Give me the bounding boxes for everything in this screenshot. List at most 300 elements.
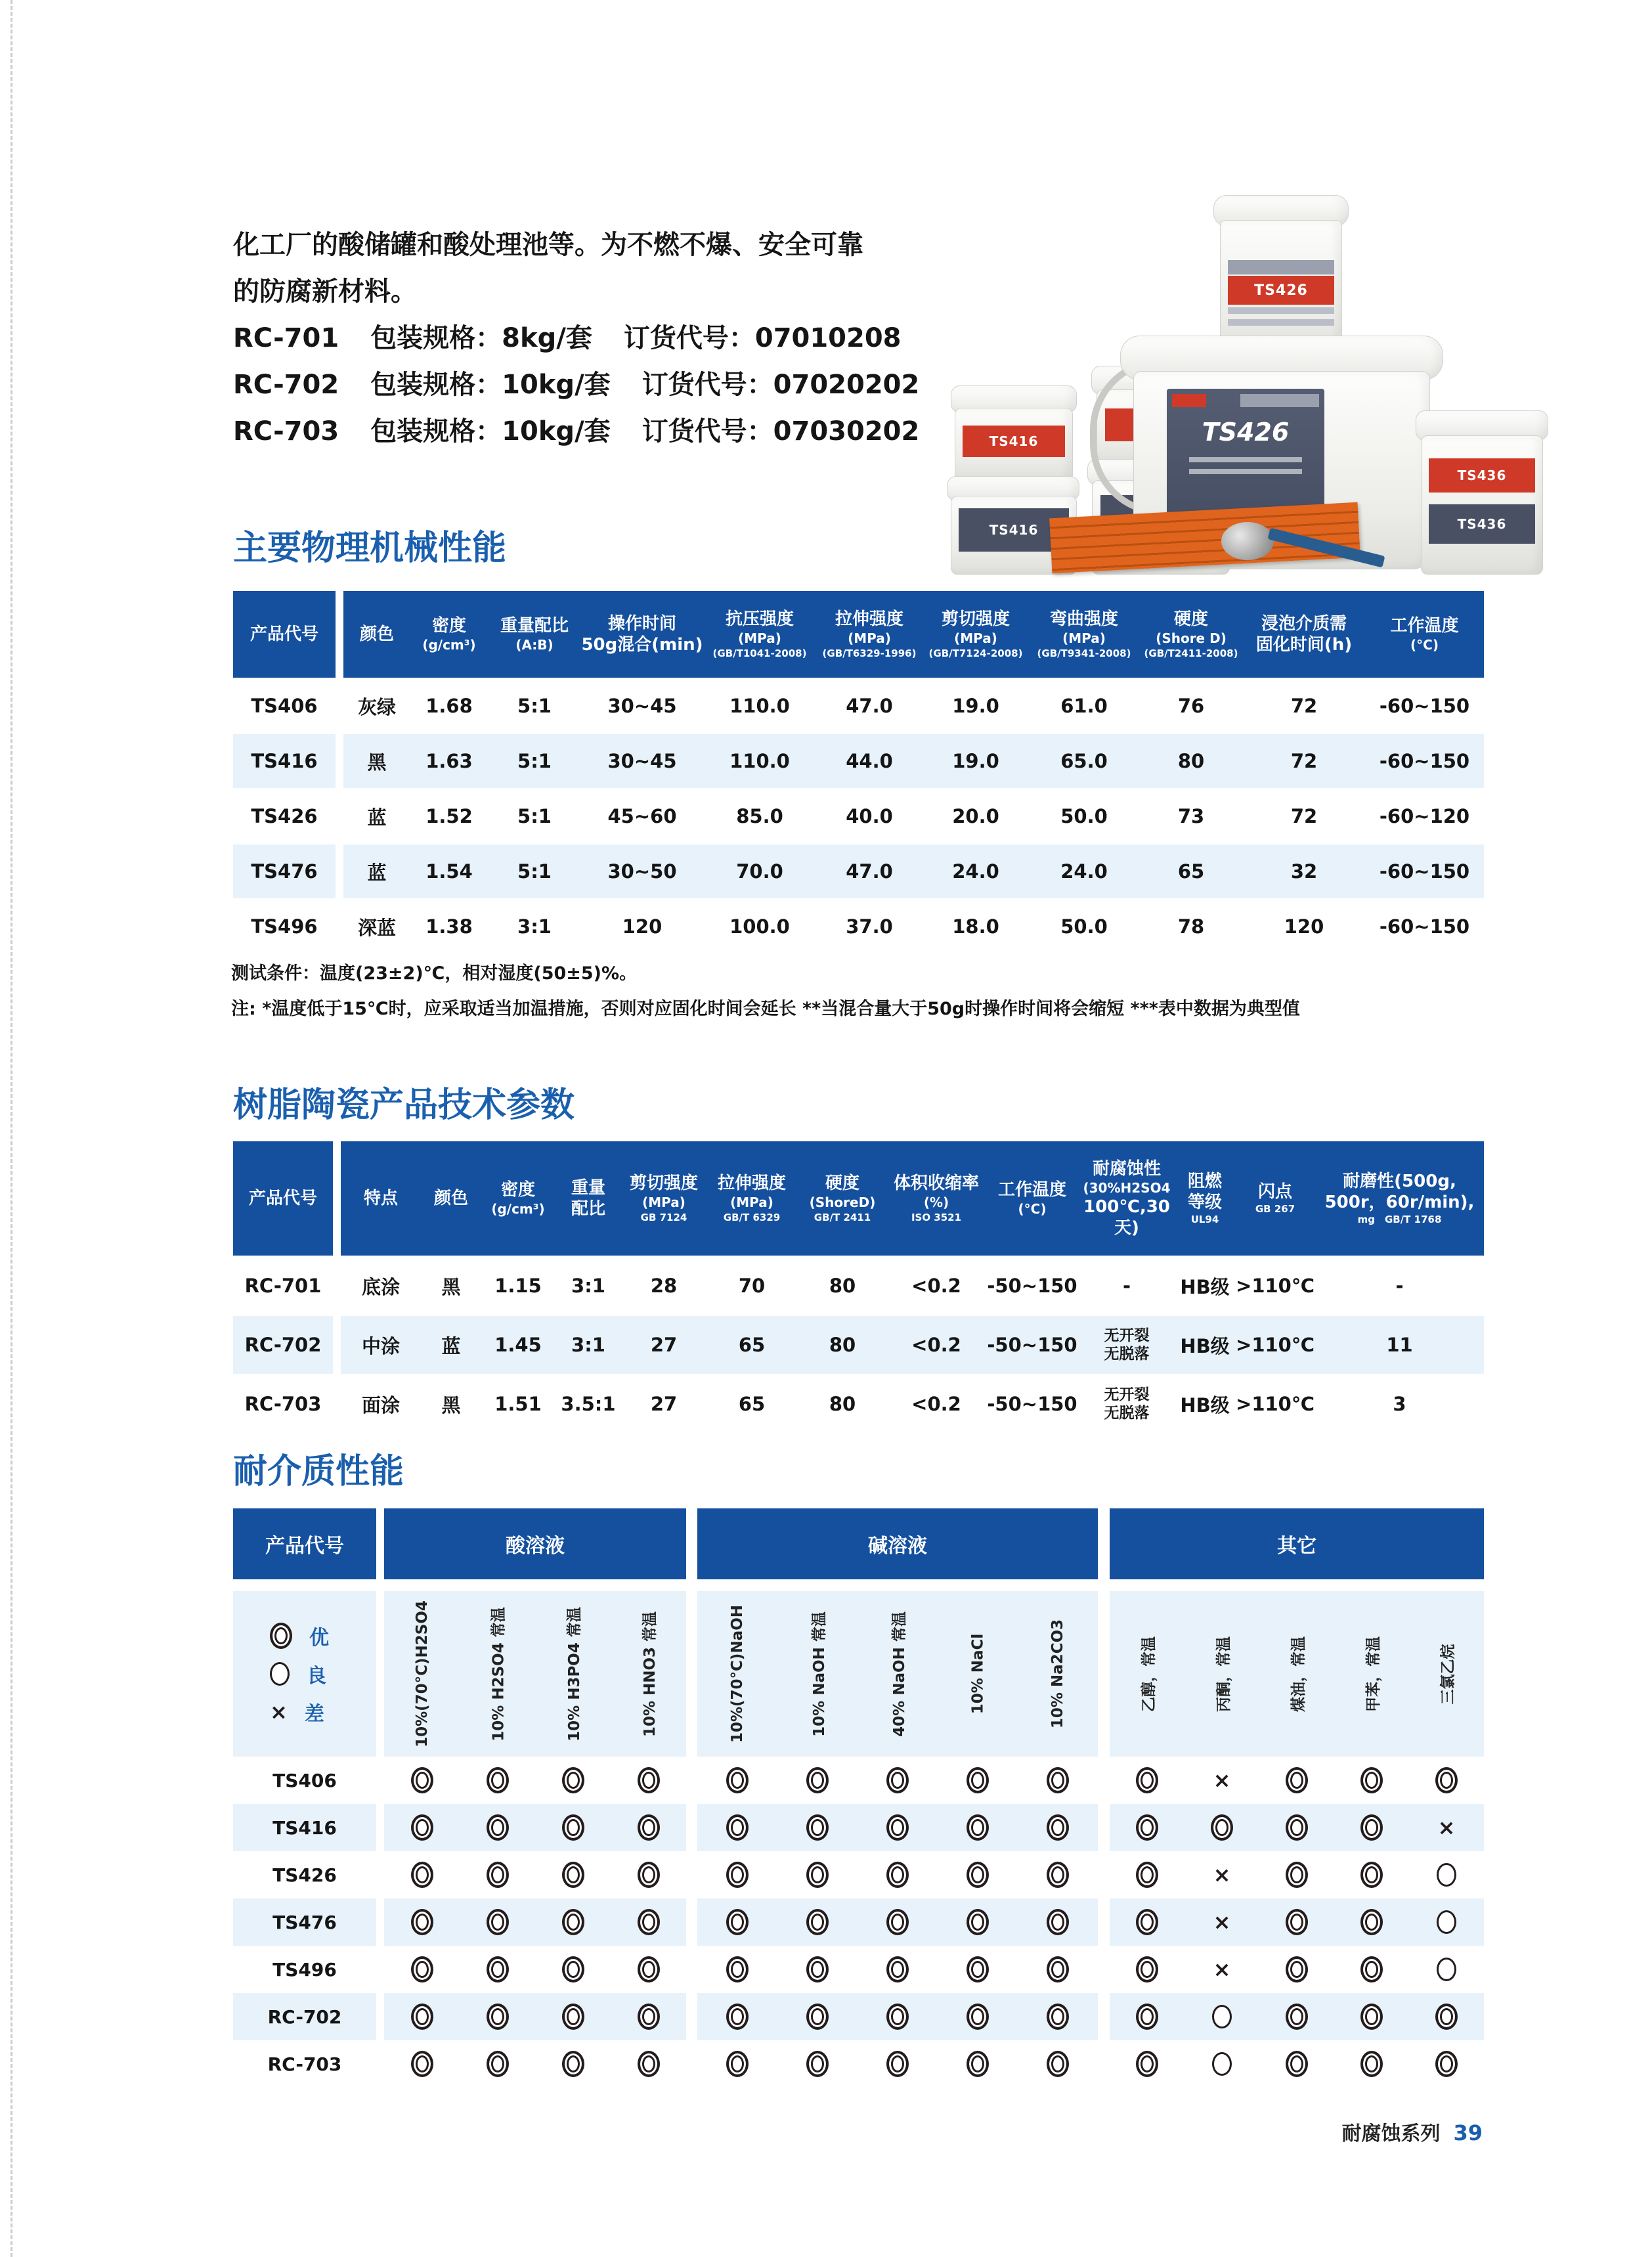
table-cell: 1.51 — [494, 1393, 542, 1415]
rating-excellent-icon — [562, 1814, 584, 1841]
rating-excellent-icon — [967, 1767, 989, 1793]
column-header — [887, 1141, 986, 1256]
rating-excellent-icon — [726, 2004, 749, 2030]
table-cell: HB级 — [1180, 1275, 1230, 1298]
rating-excellent-icon — [638, 1909, 660, 1935]
rating-cell — [938, 1767, 1018, 1793]
rating-group — [1110, 1804, 1484, 1851]
product-spec-line — [233, 408, 955, 455]
table-cell: 1.54 — [425, 860, 473, 883]
table-cell: 3.5:1 — [561, 1393, 616, 1415]
chemical-column-header — [611, 1591, 686, 1757]
rating-cell — [1110, 1909, 1185, 1935]
rating-excellent-icon — [1435, 2004, 1458, 2030]
rating-cell — [1259, 1909, 1334, 1935]
header-line: 剪切强度 — [629, 1173, 698, 1193]
rating-cell — [1110, 2004, 1185, 2030]
rating-group — [697, 1851, 1098, 1898]
rating-good-icon — [270, 1662, 290, 1686]
column-header — [703, 591, 816, 678]
media-subheader-row — [233, 1591, 1484, 1757]
table-cell: 70.0 — [736, 860, 783, 883]
column-header — [1175, 1141, 1235, 1256]
rating-cell — [777, 2051, 858, 2077]
rating-excellent-icon — [411, 1814, 433, 1841]
table-cell: 50.0 — [1060, 915, 1108, 938]
rating-excellent-icon — [1360, 2004, 1383, 2030]
chemical-column-header — [938, 1591, 1018, 1757]
table-cell: 11 — [1386, 1334, 1413, 1356]
rating-cell — [384, 2004, 460, 2030]
chemical-label-group — [697, 1591, 1098, 1757]
rating-excellent-icon — [806, 2004, 829, 2030]
rating-cell — [938, 2051, 1018, 2077]
group-header: 碱溶液 — [697, 1508, 1098, 1579]
column-header — [798, 1141, 887, 1256]
chemical-column-header — [460, 1591, 535, 1757]
header-line: (GB/T2411-2008) — [1144, 647, 1238, 659]
rating-excellent-icon — [1286, 1814, 1308, 1841]
media-row — [233, 1898, 1484, 1946]
header-line: (ShoreD) — [809, 1194, 876, 1210]
header-line: (30%H2SO4 — [1083, 1180, 1171, 1196]
table-cell: - — [1395, 1275, 1404, 1297]
rating-cell — [611, 1909, 686, 1935]
rating-group — [384, 1898, 686, 1946]
chemical-label: 40% NaOH 常温 — [890, 1611, 908, 1737]
chemical-label: 10% H3PO4 常温 — [566, 1606, 584, 1742]
table-cell: 80 — [829, 1393, 856, 1415]
header-line: 500r，60r/min), — [1324, 1193, 1475, 1212]
rating-cell — [777, 1956, 858, 1983]
table-cell: 40.0 — [846, 805, 893, 827]
chemical-column-header — [1409, 1591, 1484, 1757]
jar-label: TS436 — [1429, 504, 1535, 544]
header-line: 操作时间 — [607, 614, 676, 634]
product-code-cell: TS426 — [272, 1864, 337, 1886]
header-row — [233, 591, 1484, 678]
chemical-label: 煤油，常温 — [1290, 1636, 1307, 1712]
rating-excellent-icon — [886, 1814, 909, 1841]
header-line: 拉伸强度 — [835, 609, 903, 629]
rating-cell — [460, 1814, 535, 1841]
table-header — [233, 591, 1484, 678]
rating-excellent-icon — [638, 1814, 660, 1841]
chemical-label: 10%(70°C)NaOH — [729, 1604, 747, 1743]
rating-excellent-icon — [1286, 2051, 1308, 2077]
legend-cell — [233, 1591, 376, 1757]
rating-group — [384, 1851, 686, 1898]
rating-excellent-icon — [411, 1862, 433, 1888]
rating-excellent-icon — [487, 1956, 509, 1983]
physical-table-container — [233, 591, 1484, 955]
chemical-label: 10% HNO3 常温 — [641, 1611, 659, 1737]
header-line: 工作温度 — [1390, 616, 1459, 636]
header-line: 重量配比 — [500, 616, 569, 636]
rating-group — [697, 1804, 1098, 1851]
rating-excellent-icon — [1360, 1814, 1383, 1841]
rating-cell — [1334, 1956, 1409, 1983]
header-line: 50g混合(min) — [581, 635, 703, 655]
header-line: 闪点 — [1257, 1182, 1292, 1202]
header-line: 硬度 — [825, 1173, 859, 1193]
rating-cell — [535, 1814, 611, 1841]
rating-cell — [535, 2051, 611, 2077]
product-code-cell: TS476 — [233, 1898, 376, 1946]
rating-cell — [1334, 2051, 1409, 2077]
rating-group — [1110, 2040, 1484, 2088]
header-line: 阻燃 — [1187, 1172, 1222, 1191]
rating-cell — [1334, 1909, 1409, 1935]
header-line: 颜色 — [359, 625, 394, 644]
media-row — [233, 1757, 1484, 1804]
rating-good-icon — [1212, 2005, 1232, 2028]
rating-excellent-icon — [1435, 1767, 1458, 1793]
table-cell: 27 — [650, 1393, 678, 1415]
chemical-column-header — [1185, 1591, 1259, 1757]
rating-excellent-icon — [487, 1767, 509, 1793]
rating-poor-icon: × — [1213, 1862, 1231, 1887]
rating-excellent-icon — [1136, 1814, 1158, 1841]
rating-good-icon — [1212, 2052, 1232, 2076]
rating-excellent-icon — [1286, 1909, 1308, 1935]
header-line: 等级 — [1187, 1193, 1222, 1212]
header-line: (MPa) — [1062, 630, 1106, 646]
label-line — [1189, 457, 1303, 462]
rating-good-icon — [1437, 1958, 1456, 1981]
column-header — [581, 591, 703, 678]
rating-cell — [938, 1909, 1018, 1935]
table-body — [233, 678, 1484, 954]
rating-cell — [460, 2004, 535, 2030]
data-table — [233, 1141, 1484, 1434]
rating-excellent-icon — [411, 2004, 433, 2030]
rating-excellent-icon — [1360, 1862, 1383, 1888]
header-line: (°C) — [1018, 1201, 1047, 1217]
product-code-cell: TS496 — [272, 1958, 337, 1981]
rating-excellent-icon — [411, 1767, 433, 1793]
table-cell: 30~50 — [607, 860, 677, 883]
table-row — [233, 734, 1484, 789]
table-cell: -50~150 — [987, 1393, 1077, 1415]
label-gray-bar — [1240, 394, 1319, 407]
rating-cell — [697, 1814, 777, 1841]
chemical-column-header — [384, 1591, 460, 1757]
header-line: 耐磨性(500g, — [1343, 1172, 1456, 1191]
rating-excellent-icon — [886, 1909, 909, 1935]
order-code: 订货代号：07010208 — [623, 323, 902, 353]
header-line: 100℃,30天) — [1083, 1197, 1170, 1238]
product-code-cell: RC-703 — [233, 1374, 337, 1434]
header-line: GB/T 6329 — [723, 1212, 781, 1223]
canister-line — [1228, 319, 1334, 326]
table-cell: 1.38 — [425, 915, 473, 938]
product-code-cell: RC-702 — [233, 1315, 337, 1374]
chemical-label-group — [1110, 1591, 1484, 1757]
chemical-label: 三氯乙烷 — [1439, 1644, 1457, 1704]
table-cell: 黑 — [441, 1393, 461, 1416]
table-cell: HB级 — [1180, 1334, 1230, 1357]
table-cell: -60~150 — [1379, 915, 1470, 938]
header-line: GB/T 2411 — [814, 1212, 871, 1223]
rating-excellent-icon — [1136, 1956, 1158, 1983]
rating-cell — [858, 2004, 938, 2030]
product-code-cell: TS406 — [233, 678, 339, 734]
section-heading-physical: 主要物理机械性能 — [233, 529, 507, 568]
rating-excellent-icon — [1136, 2004, 1158, 2030]
rating-excellent-icon — [562, 2051, 584, 2077]
rating-cell — [1259, 1862, 1334, 1888]
label-line — [1189, 469, 1303, 474]
group-header: 其它 — [1110, 1508, 1484, 1579]
table-cell: 47.0 — [846, 695, 893, 717]
rating-cell — [611, 2004, 686, 2030]
metal-disc — [1221, 522, 1274, 560]
header-line: (MPa) — [954, 630, 997, 646]
rating-good-icon — [1437, 1863, 1456, 1887]
table-cell: 80 — [829, 1334, 856, 1356]
column-header — [421, 1141, 481, 1256]
section-heading-media: 耐介质性能 — [233, 1452, 404, 1491]
rating-cell — [535, 1767, 611, 1793]
table-cell: 72 — [1290, 805, 1318, 827]
packing-spec: 包装规格：10kg/套 — [370, 416, 611, 447]
table-cell: 黑 — [367, 751, 387, 774]
chemical-column-header — [777, 1591, 858, 1757]
rating-excellent-icon — [1286, 2004, 1308, 2030]
rating-legend — [233, 1591, 376, 1757]
legend-label: 良 — [307, 1665, 326, 1688]
resin-table-container — [233, 1141, 1484, 1434]
chemical-label: 乙醇，常温 — [1140, 1636, 1158, 1712]
rating-cell — [535, 1956, 611, 1983]
rating-cell — [777, 1909, 858, 1935]
rating-poor-icon: × — [1213, 1768, 1231, 1793]
rating-excellent-icon — [806, 1767, 829, 1793]
cell-line: 无脱落 — [1104, 1405, 1150, 1422]
product-code-cell: TS406 — [272, 1769, 337, 1791]
rating-excellent-icon — [487, 1862, 509, 1888]
table-cell: 1.52 — [425, 805, 473, 827]
label-red-chip — [1172, 394, 1206, 407]
table-cell: 45~60 — [607, 805, 677, 827]
table-cell: 1.68 — [425, 695, 473, 717]
rating-excellent-icon — [270, 1623, 292, 1649]
product-spec-line — [233, 315, 955, 362]
table-cell: <0.2 — [911, 1275, 961, 1297]
rating-cell — [611, 1956, 686, 1983]
rating-excellent-icon — [726, 1814, 749, 1841]
series-label: 耐腐蚀系列 — [1341, 2122, 1441, 2145]
table-cell: 100.0 — [729, 915, 790, 938]
rating-cell — [858, 1862, 938, 1888]
rating-cell — [697, 2051, 777, 2077]
chemical-label: 丙酮，常温 — [1215, 1636, 1232, 1712]
rating-excellent-icon — [726, 1909, 749, 1935]
column-header — [488, 591, 581, 678]
rating-poor-icon: × — [1213, 1957, 1231, 1982]
table-cell: 120 — [622, 915, 663, 938]
table-row — [233, 899, 1484, 954]
rating-cell — [1334, 2004, 1409, 2030]
column-header — [622, 1141, 706, 1256]
rating-excellent-icon — [967, 2051, 989, 2077]
rating-group — [1110, 1851, 1484, 1898]
header-line: 拉伸强度 — [717, 1173, 786, 1193]
rating-excellent-icon — [1047, 1909, 1069, 1935]
column-header — [233, 591, 339, 678]
table-row — [233, 1315, 1484, 1374]
rating-cell — [1018, 1814, 1098, 1841]
table-cell: 蓝 — [367, 806, 387, 829]
rating-excellent-icon — [487, 2051, 509, 2077]
table-cell: 65 — [738, 1393, 766, 1415]
table-row — [233, 844, 1484, 899]
rating-excellent-icon — [1047, 2051, 1069, 2077]
remark-note: 注: *温度低于15℃时，应采取适当加温措施，否则对应固化时间会延长 **当混合量大于50g时操作时间将会缩短 ***表中数据为典型值 — [231, 999, 1300, 1019]
table-cell: 28 — [650, 1275, 678, 1297]
table-cell: >110℃ — [1236, 1334, 1315, 1356]
rating-cell — [535, 2004, 611, 2030]
chemical-column-header — [1259, 1591, 1334, 1757]
table-row — [233, 1374, 1484, 1434]
rating-cell — [697, 2004, 777, 2030]
rating-cell — [384, 1909, 460, 1935]
rating-excellent-icon — [886, 2051, 909, 2077]
rating-cell — [384, 1814, 460, 1841]
column-header — [337, 1141, 421, 1256]
table-cell: 1.15 — [494, 1275, 542, 1297]
rating-excellent-icon — [726, 1956, 749, 1983]
table-body — [233, 1256, 1484, 1434]
rating-cell — [938, 2004, 1018, 2030]
media-row — [233, 2040, 1484, 2088]
product-code-cell: TS476 — [233, 844, 339, 899]
rating-cell — [1259, 2004, 1334, 2030]
header-line: (GB/T1041-2008) — [712, 647, 807, 659]
rating-cell — [460, 2051, 535, 2077]
media-row — [233, 1993, 1484, 2040]
header-line: (GB/T6329-1996) — [822, 647, 917, 659]
rating-group — [384, 1993, 686, 2040]
table-cell: 72 — [1290, 750, 1318, 772]
order-code: 订货代号：07030202 — [641, 416, 920, 447]
chemical-label: 10%(70°C)H2SO4 — [413, 1600, 431, 1747]
table-cell: 5:1 — [517, 860, 552, 883]
product-code-header: 产品代号 — [233, 1508, 376, 1579]
rating-group — [697, 1993, 1098, 2040]
rating-cell — [611, 1814, 686, 1841]
rating-group — [697, 1898, 1098, 1946]
media-row — [233, 1804, 1484, 1851]
rating-cell — [1018, 1767, 1098, 1793]
rating-cell — [1185, 1814, 1259, 1841]
header-line: 密度 — [500, 1180, 535, 1200]
header-line: 重量 — [571, 1178, 605, 1198]
rating-excellent-icon — [411, 1956, 433, 1983]
header-line: (MPa) — [730, 1194, 773, 1210]
rating-excellent-icon — [1286, 1767, 1308, 1793]
rating-excellent-icon — [562, 1956, 584, 1983]
jar-ts436 — [1421, 435, 1543, 575]
table-cell: -60~150 — [1379, 695, 1470, 717]
rating-cell — [1409, 1910, 1484, 1934]
rating-excellent-icon — [1286, 1956, 1308, 1983]
rating-excellent-icon — [1360, 1909, 1383, 1935]
table-cell: 44.0 — [846, 750, 893, 772]
chemical-column-header — [535, 1591, 611, 1757]
header-line: (MPa) — [738, 630, 781, 646]
rating-cell — [460, 1862, 535, 1888]
rating-cell — [611, 2051, 686, 2077]
product-photo — [939, 194, 1563, 565]
rating-excellent-icon — [638, 1956, 660, 1983]
intro-block — [233, 222, 955, 455]
table-cell: 黑 — [441, 1275, 461, 1298]
table-cell: 110.0 — [729, 695, 790, 717]
rating-cell — [1409, 2051, 1484, 2077]
product-code-cell: TS426 — [233, 789, 339, 844]
table-cell: 3 — [1393, 1393, 1406, 1415]
rating-cell — [858, 1767, 938, 1793]
table-header — [233, 1141, 1484, 1256]
rating-group — [384, 2040, 686, 2088]
table-cell: 78 — [1177, 915, 1205, 938]
rating-excellent-icon — [806, 1956, 829, 1983]
table-cell: 80 — [829, 1275, 856, 1297]
header-line: ISO 3521 — [911, 1212, 962, 1223]
column-header — [555, 1141, 622, 1256]
table-cell: -50~150 — [987, 1275, 1077, 1297]
rating-excellent-icon — [886, 2004, 909, 2030]
cell-line: 无脱落 — [1104, 1346, 1150, 1363]
column-header — [1029, 591, 1139, 678]
rating-cell — [1334, 1862, 1409, 1888]
column-header — [233, 1141, 337, 1256]
column-header — [339, 591, 410, 678]
table-cell: 30~45 — [607, 750, 677, 772]
table-cell: -60~120 — [1379, 805, 1470, 827]
table-cell: 3:1 — [571, 1275, 605, 1297]
rating-excellent-icon — [562, 1862, 584, 1888]
column-header — [1139, 591, 1243, 678]
column-header — [816, 591, 923, 678]
jar-label: TS436 — [1429, 458, 1535, 493]
legend-row — [270, 1621, 376, 1650]
rating-excellent-icon — [411, 2051, 433, 2077]
rating-excellent-icon — [1047, 1956, 1069, 1983]
table-cell: 面涂 — [361, 1393, 400, 1416]
chemical-label: 10% Na2CO3 — [1049, 1619, 1066, 1729]
rating-excellent-icon — [1360, 1767, 1383, 1793]
intro-line-1: 化工厂的酸储罐和酸处理池等。为不燃不爆、安全可靠 — [233, 230, 863, 260]
table-cell: 3:1 — [517, 915, 552, 938]
table-cell: - — [1122, 1275, 1131, 1297]
rating-cell — [1110, 1862, 1185, 1888]
column-header — [1365, 591, 1484, 678]
rating-excellent-icon — [726, 1862, 749, 1888]
product-code-cell: RC-701 — [233, 1256, 337, 1315]
column-header — [481, 1141, 555, 1256]
rating-group — [697, 2040, 1098, 2088]
rating-cell — [858, 1814, 938, 1841]
rating-excellent-icon — [1047, 2004, 1069, 2030]
rating-excellent-icon — [487, 1909, 509, 1935]
header-line: 配比 — [571, 1199, 605, 1219]
rating-excellent-icon — [562, 1767, 584, 1793]
header-line: 硬度 — [1173, 609, 1208, 629]
rating-cell — [611, 1862, 686, 1888]
